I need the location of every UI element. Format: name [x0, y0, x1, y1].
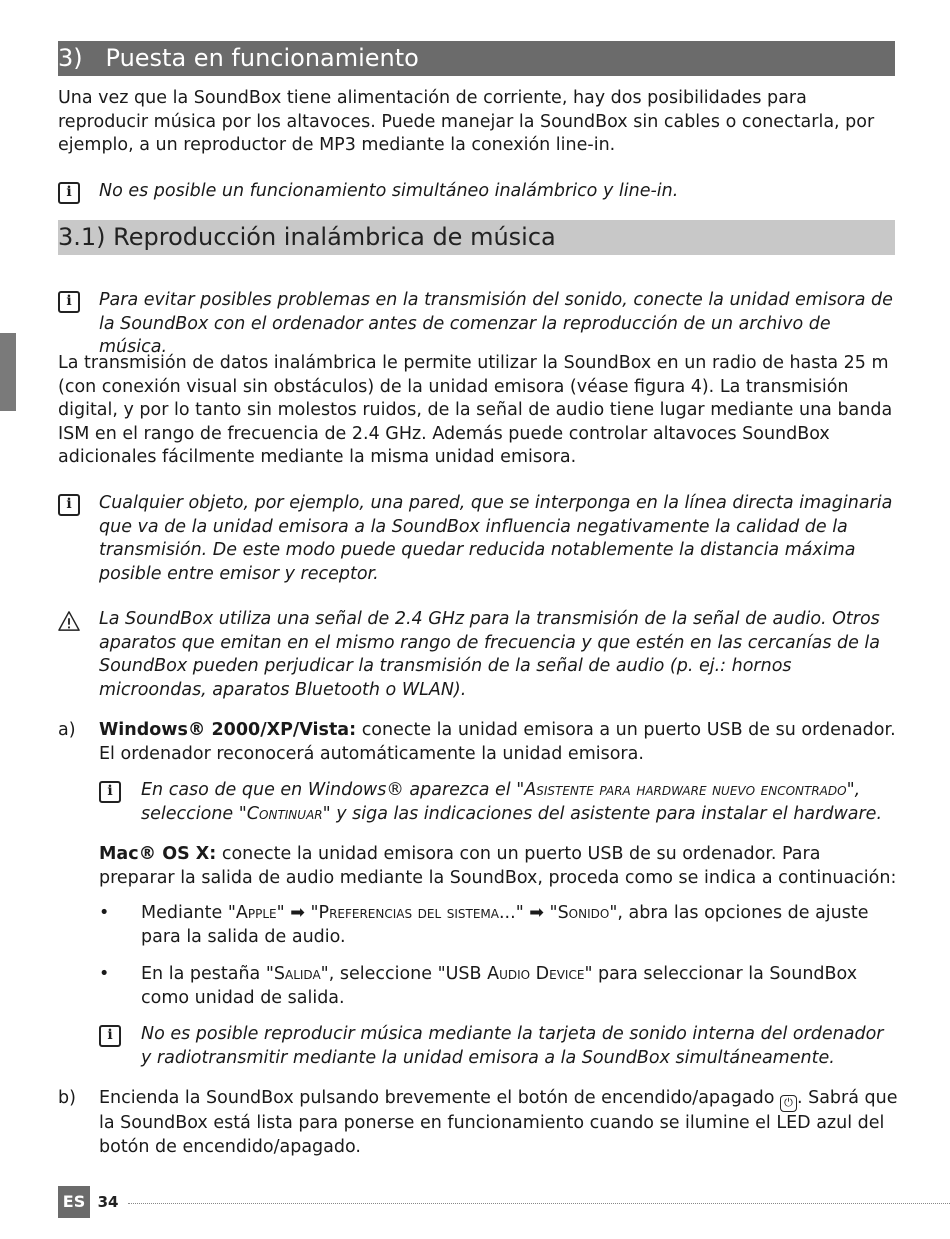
note-text: No es posible un funcionamiento simultáneo inalámbrico y line-in. [99, 181, 679, 201]
note-text: Cualquier objeto, por ejemplo, una pared, que se interponga en la línea directa imaginaria que va de la unidad emisora a la SoundBox influencia negativamente la calidad de la transmisión. De este modo puede quedar reducida notablemente la distancia máxima posible entre emisor y receptor. [99, 493, 893, 584]
section-3-1-heading: 3.1) Reproducción inalámbrica de música [58, 220, 895, 255]
power-icon: ⏻ [780, 1095, 797, 1112]
wireless-paragraph: La transmisión de datos inalámbrica le permite utilizar la SoundBox en un radio de hasta 25 m (con conexión visual sin obstáculos) de la unidad emisora (véase figura 4). La transmisión digital, y por lo tanto sin molestos ruidos, de la señal de audio tiene lugar mediante una banda ISM en el rango de frecuencia de 2.4 GHz. Además puede controlar altavoces SoundBox adicionales fácilmente mediante la misma unidad emisora. [58, 353, 893, 467]
side-tab-marker [0, 333, 16, 411]
bullet-text: En la pestaña "Salida", seleccione "USB Audio Device" para seleccionar la SoundBox como unidad de salida. [141, 964, 858, 1008]
info-icon: i [99, 1025, 121, 1047]
step-label: b) [58, 1088, 76, 1108]
footer-divider [128, 1203, 950, 1204]
bullet-text: Mediante "Apple" ➡ "Preferencias del sistema..." ➡ "Sonido", abra las opciones de ajuste para la salida de audio. [141, 903, 869, 947]
section-3-heading: 3) Puesta en funcionamiento [58, 41, 895, 76]
info-icon: i [58, 182, 80, 204]
info-icon: i [58, 291, 80, 313]
page-number: 34 [97, 1193, 119, 1211]
bullet: • [99, 903, 110, 923]
step-a-text [99, 719, 899, 766]
info-icon: i [58, 494, 80, 516]
footer-language-badge: ES [58, 1186, 90, 1218]
note-text: Para evitar posibles problemas en la transmisión del sonido, conecte la unidad emisora de la SoundBox con el ordenador antes de comenzar la reproducción de un archivo de música. [99, 290, 893, 357]
section-3-intro: Una vez que la SoundBox tiene alimentación de corriente, hay dos posibilidades para reproducir música por los altavoces. Puede manejar la SoundBox sin cables o conectarla, por ejemplo, a un reproductor de MP3 mediante la conexión line-in. [58, 88, 875, 155]
note-text: En caso de que en Windows® aparezca el "Asistente para hardware nuevo encontrado", seleccione "Continuar" y siga las indicaciones del asistente para instalar el hardware. [141, 780, 883, 824]
step-a-body: conecte la unidad emisora a un puerto USB de su ordenador. El ordenador reconocerá automáticamente la unidad emisora. [99, 720, 896, 764]
warning-icon [58, 610, 80, 632]
bullet: • [99, 964, 110, 984]
note-text: No es posible reproducir música mediante la tarjeta de sonido interna del ordenador y radiotransmitir mediante la unidad emisora a la SoundBox simultáneamente. [141, 1024, 884, 1068]
step-label: a) [58, 720, 76, 740]
info-icon: i [99, 781, 121, 803]
step-b-text: Encienda la SoundBox pulsando brevemente el botón de encendido/apagado ⏻ . Sabrá que la SoundBox está lista para ponerse en funcionamiento cuando se ilumine el LED azul del botón de encendido/apagado. [99, 1088, 898, 1157]
os-name: Windows® 2000/XP/Vista: [99, 720, 357, 740]
mac-paragraph: Mac® OS X: conecte la unidad emisora con un puerto USB de su ordenador. Para preparar la salida de audio mediante la SoundBox, proceda como se indica a continuación: [99, 844, 897, 888]
mac-os-name: Mac® OS X: [99, 844, 217, 864]
warning-text: La SoundBox utiliza una señal de 2.4 GHz para la transmisión de la señal de audio. Otros aparatos que emitan en el mismo rango de frecuencia y que estén en las cercanías de la SoundBox pueden perjudicar la transmisión de la señal de audio (p. ej.: hornos microondas, aparatos Bluetooth o WLAN). [99, 609, 881, 700]
